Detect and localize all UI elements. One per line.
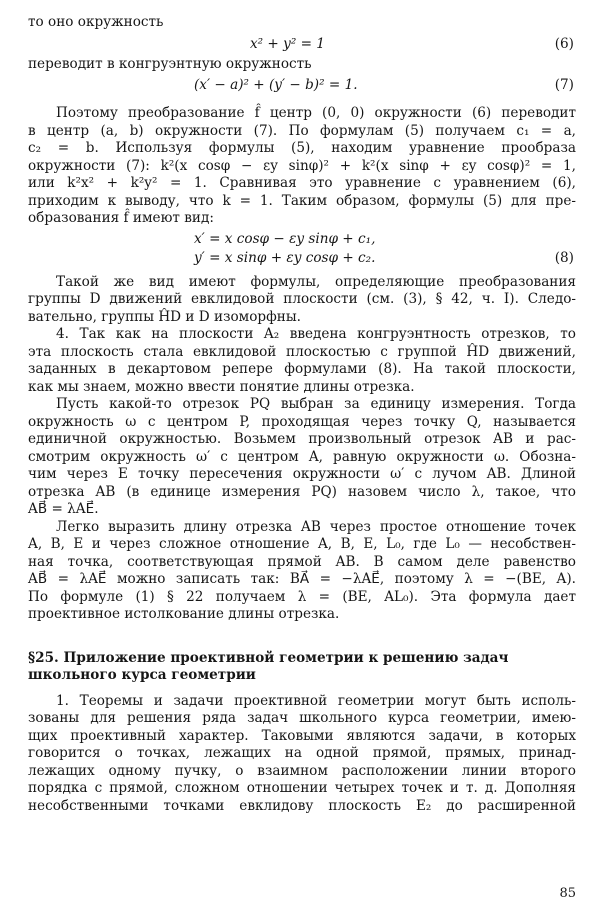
paragraph-6 (28, 693, 576, 816)
text-line: Поэтому преобразование f̂ центр (0, 0) окружности (6) переводит (56, 105, 576, 121)
section-title-line: §25. Приложение проективной геометрии к решению задач (28, 649, 509, 666)
text-line: то оно окружность (28, 14, 164, 30)
equation-6 (28, 32, 576, 56)
equation-formula: (x′ − a)² + (y′ − b)² = 1. (194, 77, 358, 93)
text-line: приходим к выводу, что k = 1. Таким образом, формулы (5) для пре- (28, 192, 576, 209)
section-title (28, 650, 576, 685)
text-line: щих проективный характер. Таковыми являются задачи, в которых (28, 727, 576, 744)
paragraph-1 (28, 105, 576, 228)
text-line: AB⃗ = λAE⃗ можно записать так: BA⃗ = −λAE⃗, поэтому λ = −(BE, A). (28, 571, 576, 587)
text-line: смотрим окружность ω′ с центром A, равную окружности ω. Обозна- (28, 448, 576, 465)
text-line: Пусть какой-то отрезок PQ выбран за единицу измерения. Тогда (56, 396, 576, 412)
equation-7 (28, 73, 576, 97)
equation-line: y′ = x sinφ + εy cosφ + c₂. (194, 249, 376, 266)
text-line: проективное истолкование длины отрезка. (28, 606, 340, 622)
text-line: несобственными точками евклидову плоскость E₂ до расширенной (28, 797, 576, 814)
text-line: AB⃗ = λAE⃗. (28, 501, 99, 517)
text-line: эта плоскость стала евклидовой плоскостью с группой ĤD движений, (28, 343, 576, 360)
text-line: вательно, группы ĤD и D изоморфны. (28, 308, 301, 325)
text-line: 1. Теоремы и задачи проективной геометрии могут быть исполь- (56, 692, 576, 709)
text-line: переводит в конгруэнтную окружность (28, 55, 312, 72)
section-title-line: школьного курса геометрии (28, 667, 256, 683)
text-line: как мы знаем, можно ввести понятие длины отрезка. (28, 378, 415, 395)
text-line: зованы для решения ряда задач школьного курса геометрии, имею- (28, 710, 576, 726)
text-line: окружности (7): k²(x cosφ − εy sinφ)² + k²(x sinφ + εy cosφ)² = 1, (28, 157, 576, 174)
text-line: отрезка AB (в единице измерения PQ) назовем число λ, такое, что (28, 483, 576, 500)
text-line: единичной окружностью. Возьмем произвольный отрезок AB и рас- (28, 431, 576, 447)
text-line: По формуле (1) § 22 получаем λ = (BE, AL₀). Эта формула дает (28, 588, 576, 605)
equation-8 (28, 230, 576, 272)
equation-line: x′ = x cosφ − εy sinφ + c₁, (194, 230, 376, 247)
text-line: заданных в декартовом репере формулами (8). На такой плоскости, (28, 361, 576, 377)
text-line: говорится о точках, лежащих на одной прямой, прямых, принад- (28, 745, 576, 761)
page-number: 85 (559, 886, 576, 901)
paragraph-5 (28, 519, 576, 624)
text-line: c₂ = b. Используя формулы (5), находим уравнение прообраза (28, 140, 576, 156)
text-line: образования f̂ имеют вид: (28, 210, 214, 226)
equation-formula: x² + y² = 1 (250, 35, 325, 52)
equation-number: (6) (554, 35, 574, 52)
page-body (28, 14, 576, 815)
text-line: или k²x² + k²y² = 1. Сравнивая это уравнение с уравнением (6), (28, 175, 576, 191)
text-line: в центр (a, b) окружности (7). По формулам (5) получаем c₁ = a, (28, 122, 576, 139)
text-line: чим через E точку пересечения окружности ω′ с лучом AB. Длиной (28, 466, 576, 482)
text-line: Легко выразить длину отрезка AB через простое отношение точек (56, 518, 576, 535)
text-line: окружность ω с центром P, проходящая через точку Q, называется (28, 413, 576, 430)
text-line: порядка с прямой, сложном отношении четырех точек и т. д. Дополняя (28, 780, 576, 796)
paragraph-3 (28, 326, 576, 396)
text-line: Такой же вид имеют формулы, определяющие преобразования (56, 273, 576, 290)
paragraph-4 (28, 396, 576, 519)
text-line: ная точка, соответствующая прямой AB. В самом деле равенство (28, 553, 576, 570)
text-line: группы D движений евклидовой плоскости (см. (3), § 42, ч. I). Следо- (28, 291, 576, 307)
text-line: A, B, E и через сложное отношение A, B, E, L₀, где L₀ — несобствен- (28, 536, 576, 552)
equation-number: (7) (554, 77, 574, 93)
equation-number: (8) (554, 249, 574, 266)
paragraph-2 (28, 274, 576, 327)
text-line: лежащих одному пучку, о взаимном расположении линии второго (28, 762, 576, 779)
text-line: 4. Так как на плоскости A₂ введена конгруэнтность отрезков, то (56, 326, 576, 342)
